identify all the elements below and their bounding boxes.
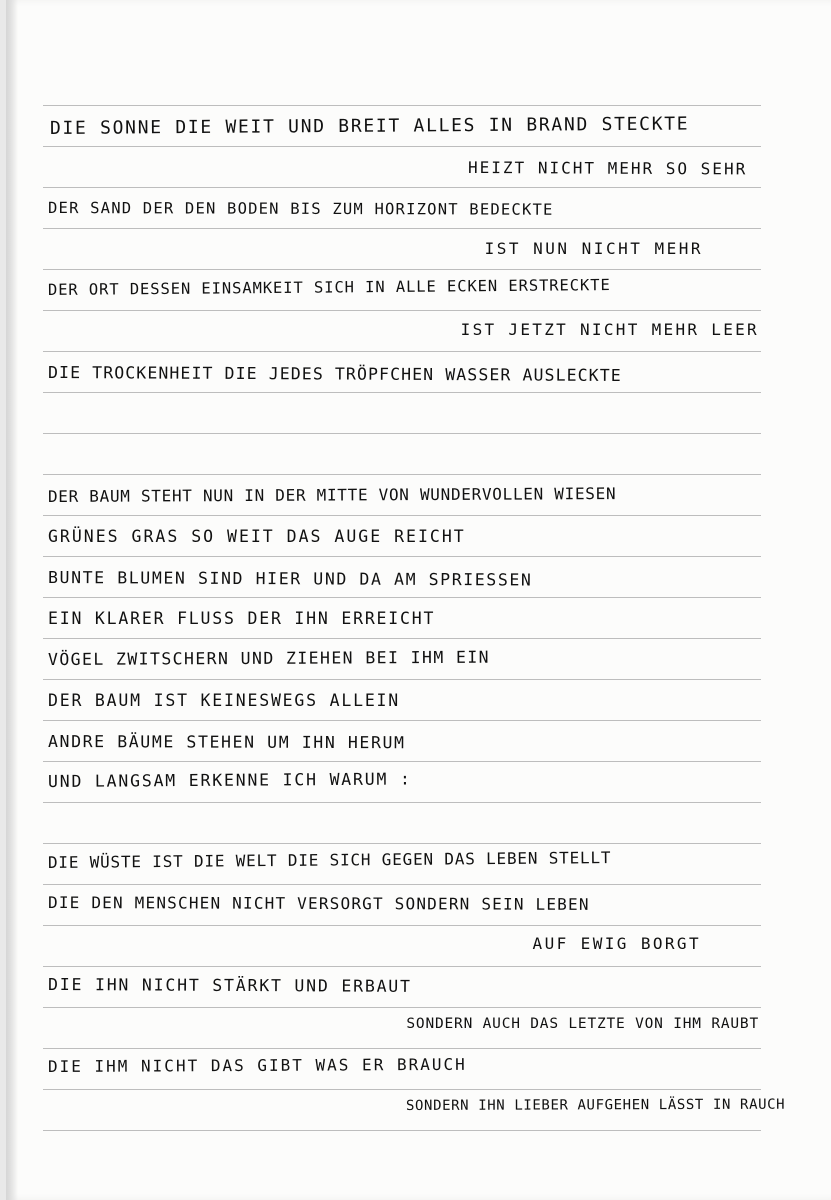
poem-line: DIE SONNE DIE WEIT UND BREIT ALLES IN BRAND STECKTE <box>49 113 690 139</box>
ruled-line <box>43 966 761 967</box>
poem-line: DER BAUM IST KEINESWEGS ALLEIN <box>48 691 401 710</box>
ruled-line <box>43 638 761 639</box>
poem-line: BUNTE BLUMEN SIND HIER UND DA AM SPRIESSEN <box>48 568 533 590</box>
ruled-line <box>43 433 761 434</box>
ruled-line <box>43 556 761 557</box>
poem-line: UND LANGSAM ERKENNE ICH WARUM : <box>47 769 412 791</box>
poem-line: DIE DEN MENSCHEN NICHT VERSORGT SONDERN SEIN LEBEN <box>48 893 590 914</box>
poem-line: SONDERN AUCH DAS LETZTE VON IHM RAUBT <box>406 1016 759 1032</box>
poem-line: EIN KLARER FLUSS DER IHN ERREICHT <box>48 609 436 628</box>
ruled-line <box>43 310 761 311</box>
ruled-line <box>43 187 761 188</box>
ruled-line <box>43 1089 761 1090</box>
poem-line: IST NUN NICHT MEHR <box>484 239 703 258</box>
ruled-line <box>43 925 761 926</box>
poem-line: HEIZT NICHT MEHR SO SEHR <box>467 158 748 179</box>
ruled-line <box>43 515 761 516</box>
ruled-line <box>43 761 761 762</box>
ruled-line <box>43 1007 761 1008</box>
ruled-line <box>43 146 761 147</box>
binding-shadow <box>6 0 18 1200</box>
poem-line: SONDERN IHN LIEBER AUFGEHEN LÄSST IN RAUCH <box>405 1096 785 1114</box>
ruled-line <box>43 843 761 844</box>
poem-line: DER ORT DESSEN EINSAMKEIT SICH IN ALLE ECKEN ERSTRECKTE <box>47 276 611 299</box>
ruled-line <box>43 884 761 885</box>
poem-line: DER SAND DER DEN BODEN BIS ZUM HORIZONT BEDECKTE <box>48 199 554 219</box>
poem-line: GRÜNES GRAS SO WEIT DAS AUGE REICHT <box>48 527 466 546</box>
ruled-line <box>43 720 761 721</box>
poem-line: IST JETZT NICHT MEHR LEER <box>460 320 759 339</box>
ruled-line <box>43 1048 761 1049</box>
ruled-line <box>43 392 761 393</box>
ruled-line <box>43 269 761 270</box>
ruled-line <box>43 1130 761 1131</box>
poem-line: DIE WÜSTE IST DIE WELT DIE SICH GEGEN DAS LEBEN STELLT <box>47 848 612 872</box>
poem-line: ANDRE BÄUME STEHEN UM IHN HERUM <box>48 732 406 753</box>
ruled-line <box>43 105 761 106</box>
ruled-line <box>43 679 761 680</box>
poem-line: VÖGEL ZWITSCHERN UND ZIEHEN BEI IHM EIN <box>47 647 491 669</box>
ruled-line <box>43 474 761 475</box>
poem-line: DER BAUM STEHT NUN IN DER MITTE VON WUNDERVOLLEN WIESEN <box>47 484 617 506</box>
poem-line: DIE TROCKENHEIT DIE JEDES TRÖPFCHEN WASSER AUSLECKTE <box>48 363 622 386</box>
poem-line: DIE IHM NICHT DAS GIBT WAS ER BRAUCH <box>47 1054 467 1076</box>
ruled-line <box>43 597 761 598</box>
ruled-line <box>43 228 761 229</box>
ruled-line <box>43 351 761 352</box>
ruled-line <box>43 802 761 803</box>
notebook-page <box>6 0 831 1200</box>
poem-line: DIE IHN NICHT STÄRKT UND ERBAUT <box>48 975 412 996</box>
poem-line: AUF EWIG BORGT <box>532 934 701 953</box>
